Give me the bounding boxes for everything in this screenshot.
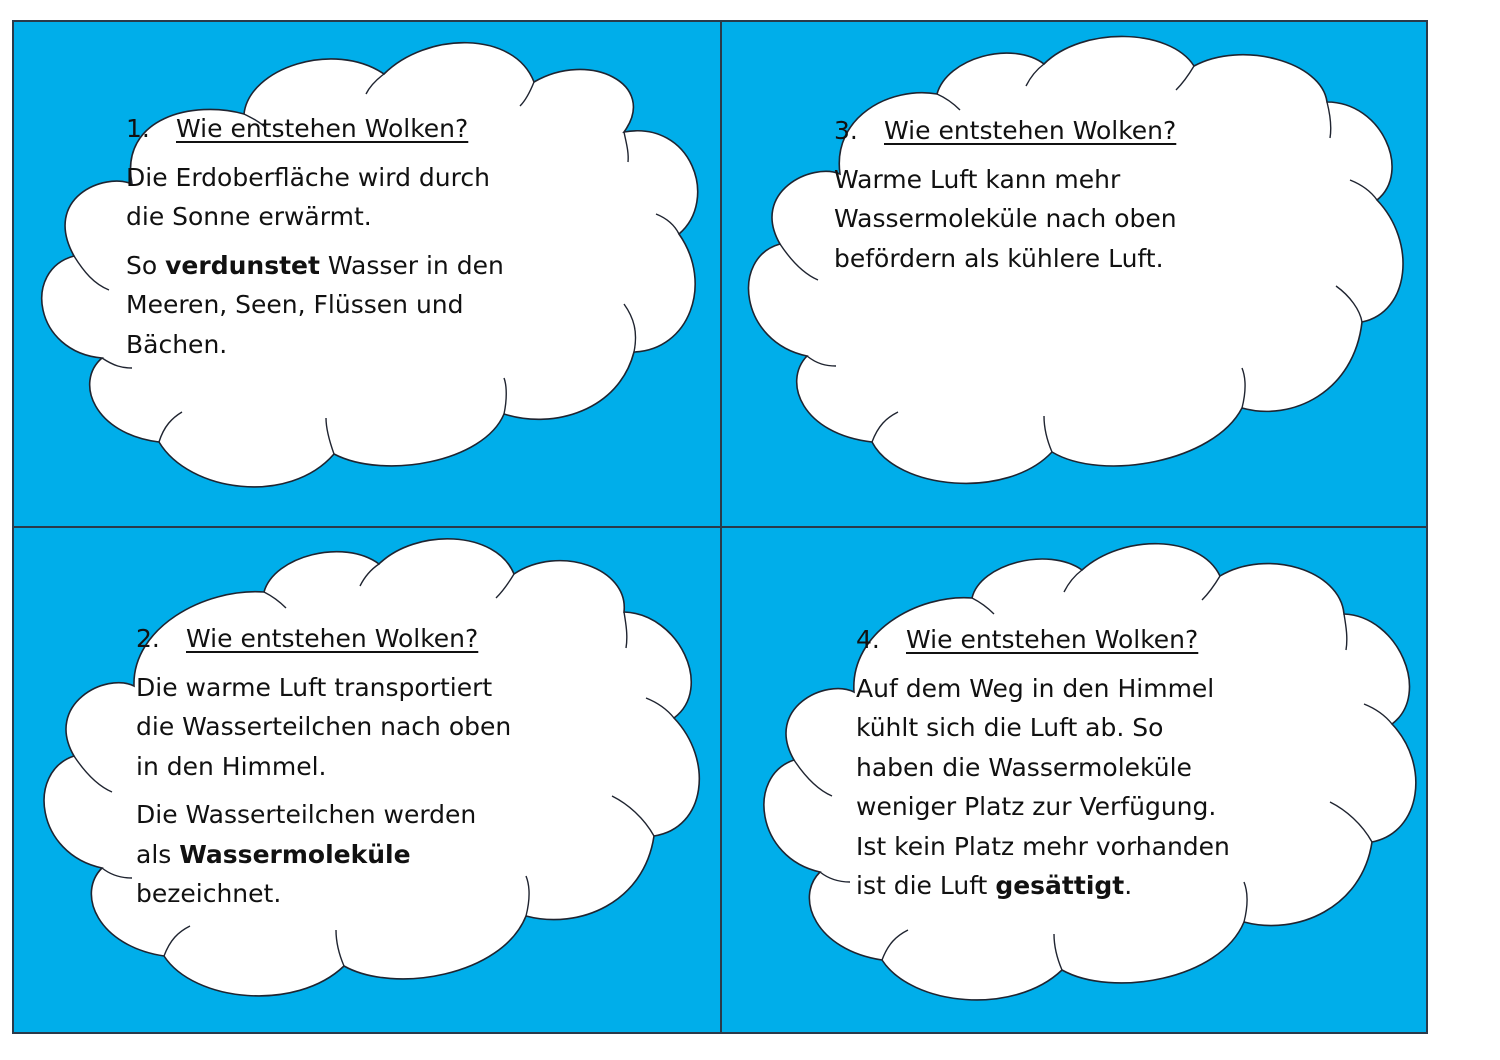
text-line [856,787,1326,827]
cloud-card-2 [12,526,722,1034]
text-line [126,197,586,237]
card-paragraph [126,246,586,365]
card-paragraph [856,669,1326,906]
text-line [856,708,1326,748]
bold-term: verdunstet [165,250,320,280]
text-line [126,325,586,365]
text-segment: als [136,839,180,869]
text-segment: befördern als kühlere Luft. [834,243,1164,273]
text-line [834,160,1294,200]
text-line [136,835,596,875]
text-line [126,158,586,198]
text-line [856,866,1326,906]
card-paragraph [136,795,596,914]
bold-term: gesättigt [995,871,1125,900]
text-line [834,199,1294,239]
text-segment: Wasser in den [319,250,504,280]
card-question: Wie entstehen Wolken? [186,624,479,653]
text-line [834,239,1294,279]
card-text [856,620,1326,915]
text-line [136,795,596,835]
text-segment: . [1124,871,1133,900]
text-line [136,668,596,708]
text-line [136,747,596,787]
text-segment: Die Erdoberfläche wird durch [126,162,490,192]
text-line [136,707,596,747]
text-line [856,669,1326,709]
text-segment: Auf dem Weg in den Himmel [856,673,1215,703]
text-segment: Die Wasserteilchen werden [136,800,477,829]
text-line [126,246,586,286]
card-title [126,109,586,149]
text-segment: Ist kein Platz mehr vorhanden [856,831,1230,861]
card-title [136,619,596,659]
card-number: 4. [856,625,880,654]
card-text [834,111,1294,287]
text-segment: bezeichnet. [136,879,282,908]
text-segment: Meeren, Seen, Flüssen und [126,290,464,319]
card-paragraph [834,160,1294,279]
cloud-card-4 [720,526,1428,1034]
text-segment: weniger Platz zur Verfügung. [856,792,1217,821]
bold-term: Wassermoleküle [179,839,411,869]
text-line [856,748,1326,788]
text-line [856,827,1326,867]
text-segment: Bächen. [126,329,228,359]
text-segment: haben die Wassermoleküle [856,752,1192,782]
card-paragraph [136,668,596,787]
text-segment: Wassermoleküle nach oben [834,204,1177,233]
cloud-card-1 [12,20,722,528]
card-text [126,109,586,373]
text-segment: So [126,250,166,280]
text-segment: die Wasserteilchen nach oben [136,712,512,741]
card-number: 3. [834,116,858,145]
card-number: 1. [126,114,150,143]
text-segment: ist die Luft [856,871,996,900]
text-segment: kühlt sich die Luft ab. So [856,713,1164,742]
text-segment: Warme Luft kann mehr [834,164,1121,194]
text-segment: die Sonne erwärmt. [126,202,372,231]
card-paragraph [126,158,586,237]
card-title [834,111,1294,151]
card-question: Wie entstehen Wolken? [176,114,469,143]
text-line [136,874,596,914]
text-segment: in den Himmel. [136,751,327,781]
card-number: 2. [136,624,160,653]
card-question: Wie entstehen Wolken? [906,625,1199,654]
text-segment: Die warme Luft transportiert [136,672,493,702]
card-question: Wie entstehen Wolken? [884,116,1177,145]
cloud-card-3 [720,20,1428,528]
card-title [856,620,1326,660]
card-text [136,619,596,923]
text-line [126,285,586,325]
